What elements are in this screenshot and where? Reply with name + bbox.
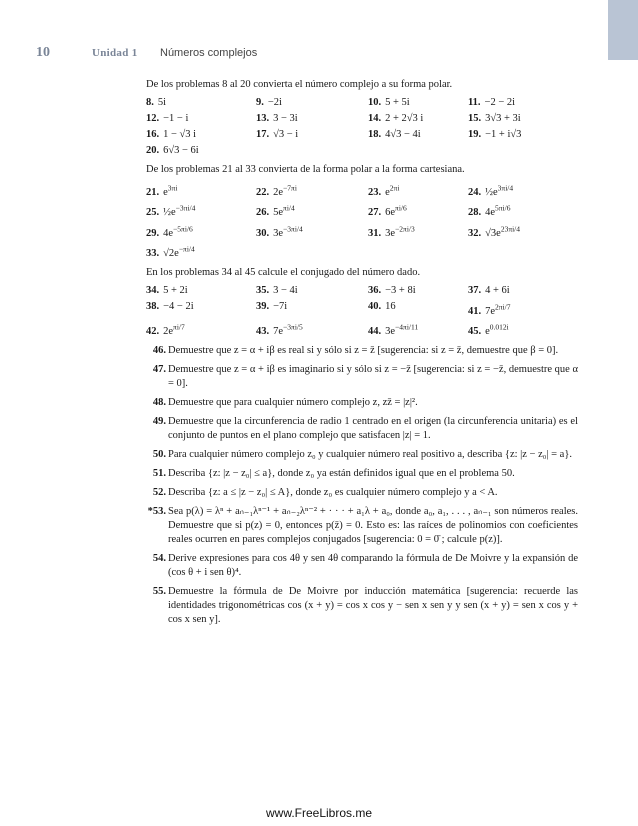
exercise-item — [368, 96, 468, 110]
exercise-item — [368, 222, 468, 241]
exercise-number: 17. — [256, 129, 270, 140]
exercise-expression: 6√3 − 6i — [163, 145, 199, 156]
exercise-expression: $2e^{-7\pi i}$ — [273, 183, 297, 198]
exercise-item — [256, 128, 368, 142]
exercise-expression: −7i — [273, 301, 288, 312]
exercise-expression: $7e^{2\pi i/7}$ — [485, 302, 511, 317]
exercise-item — [468, 321, 578, 340]
exercise-number: 41. — [468, 305, 482, 317]
problem-number: 55. — [152, 586, 166, 597]
exercise-expression: $3e^{-3\pi i/4}$ — [273, 224, 303, 239]
exercise-item — [468, 300, 578, 319]
exercise-number: 25. — [146, 207, 160, 218]
section3-intro: En los problemas 34 al 45 calcule el conjugado del número dado. — [146, 267, 421, 278]
exercise-item — [146, 144, 256, 158]
exercise-expression: −4 − 2i — [163, 301, 194, 312]
exercise-number: 14. — [368, 113, 382, 124]
exercise-expression: 1 − √3 i — [163, 129, 197, 140]
footer-url: www.FreeLibros.me — [265, 806, 373, 820]
exercise-number: 21. — [146, 186, 160, 198]
exercise-number: 16. — [146, 129, 160, 140]
exercise-item — [146, 321, 256, 340]
exercise-item — [256, 96, 368, 110]
exercise-item — [368, 181, 468, 200]
exercise-expression: 5 + 5i — [385, 97, 410, 108]
problem-number: 50. — [152, 449, 166, 460]
problem-item — [146, 486, 578, 500]
exercise-item — [146, 128, 256, 142]
exercise-number: 8. — [146, 97, 154, 108]
exercise-item — [146, 222, 256, 241]
exercise-number: 45. — [468, 326, 482, 337]
exercise-expression: $6e^{\pi i/6}$ — [385, 203, 407, 218]
exercise-number: 22. — [256, 186, 270, 198]
exercise-number: 11. — [468, 97, 481, 108]
section3-grid — [146, 284, 578, 339]
unit-label: Unidad 1 — [92, 47, 138, 59]
exercise-item — [368, 284, 468, 298]
exercise-item — [256, 300, 368, 319]
exercise-item — [146, 300, 256, 319]
problem-number: 52. — [152, 487, 166, 498]
exercise-number: 19. — [468, 129, 482, 140]
exercise-number: 18. — [368, 129, 382, 140]
exercise-number: 42. — [146, 326, 160, 337]
problem-item — [146, 415, 578, 443]
exercise-item — [256, 181, 368, 200]
exercise-item — [468, 96, 578, 110]
section1-intro: De los problemas 8 al 20 convierta el número complejo a su forma polar. — [146, 79, 453, 90]
exercise-number: 13. — [256, 113, 270, 124]
exercise-item — [256, 112, 368, 126]
exercise-number: 9. — [256, 97, 264, 108]
exercise-expression: $4e^{5\pi i/6}$ — [485, 203, 511, 218]
problem-text: Derive expresiones para cos 4θ y sen 4θ comparando la fórmula de De Moivre y la expansión de (cos θ + i sen θ)⁴. — [168, 553, 578, 578]
problem-number: *53. — [147, 506, 166, 517]
problem-text: Sea p(λ) = λⁿ + aₙ₋₁λⁿ⁻¹ + aₙ₋₂λⁿ⁻² + · · · + a₁λ + a₀, donde a₀, a₁, . . . , aₙ₋₁ son números reales. Demuestre que si p(z) = 0, entonces p(z̄) = 0. Esto es: las raíces de polinomios con coeficientes reales ocurren en pares complejos conjugados [sugerencia: 0 = 0̄ ; calcule p(z)]. — [168, 506, 578, 545]
exercise-item — [368, 112, 468, 126]
exercise-number: 39. — [256, 301, 270, 312]
exercise-expression: −2i — [267, 97, 282, 108]
exercise-number: 30. — [256, 227, 270, 239]
exercise-item — [146, 243, 256, 262]
section2-grid — [146, 181, 578, 261]
exercise-expression: $2e^{\pi i/7}$ — [163, 322, 185, 337]
problem-text: Demuestre la fórmula de De Moivre por inducción matemática [sugerencia: recuerde las identidades trigonométricas cos (x + y) = cos x cos y − sen x sen y y sen (x + y) = sen x cos y + cos x sen y]. — [168, 586, 578, 625]
exercise-expression: $5e^{\pi i/4}$ — [273, 203, 295, 218]
problem-item — [146, 448, 578, 462]
problem-text: Demuestre que z = α + iβ es imaginario si y sólo si z = −z̄ [sugerencia: si z = −z̄, demuestre que α = 0]. — [168, 364, 578, 389]
exercise-item — [368, 128, 468, 142]
problem-item — [146, 585, 578, 627]
exercise-item — [146, 96, 256, 110]
exercise-number: 40. — [368, 301, 382, 312]
exercise-number: 44. — [368, 326, 382, 337]
exercise-expression: $e^{2\pi i}$ — [385, 183, 400, 198]
exercise-number: 15. — [468, 113, 482, 124]
problem-number: 48. — [152, 397, 166, 408]
exercise-expression: $\frac{1}{2}e^{-3\pi i/4}$ — [163, 203, 196, 218]
exercise-expression: 3 − 4i — [273, 285, 298, 296]
exercise-item — [468, 284, 578, 298]
exercise-number: 32. — [468, 227, 482, 239]
exercise-expression: $e^{0.012i}$ — [485, 322, 509, 337]
page-number: 10 — [36, 45, 50, 60]
exercise-expression: $3e^{-2\pi i/3}$ — [385, 224, 415, 239]
exercise-item — [256, 222, 368, 241]
problem-text: Demuestre que z = α + iβ es real si y sólo si z = z̄ [sugerencia: si z = z̄, demuestre que β = 0]. — [168, 345, 559, 356]
empty-cell — [368, 144, 468, 158]
exercise-number: 10. — [368, 97, 382, 108]
exercise-expression: $\frac{1}{2}e^{3\pi i/4}$ — [485, 183, 514, 198]
exercise-number: 38. — [146, 301, 160, 312]
problem-item — [146, 467, 578, 481]
exercise-number: 43. — [256, 326, 270, 337]
problem-number: 51. — [152, 468, 166, 479]
exercise-item — [146, 181, 256, 200]
exercise-expression: $√3e^{23\pi i/4}$ — [485, 224, 521, 239]
problem-text: Describa {z: |z − z₀| ≤ a}, donde z₀ ya están definidos igual que en el problema 50. — [168, 468, 515, 479]
exercise-expression: 16 — [385, 301, 396, 312]
exercise-item — [468, 128, 578, 142]
problem-text: Demuestre que la circunferencia de radio 1 centrado en el origen (la circunferencia unitaria) es el conjunto de puntos en el plano complejo que satisfacen |z| = 1. — [168, 416, 578, 441]
exercise-expression: 5 + 2i — [163, 285, 188, 296]
problem-text: Demuestre que para cualquier número complejo z, zz̄ = |z|². — [168, 397, 418, 408]
section1-grid — [146, 96, 578, 158]
exercise-number: 26. — [256, 207, 270, 218]
exercise-item — [146, 284, 256, 298]
exercise-expression: 3 − 3i — [273, 113, 298, 124]
exercise-item — [256, 321, 368, 340]
exercise-number: 24. — [468, 186, 482, 198]
section2-intro: De los problemas 21 al 33 convierta de la forma polar a la forma cartesiana. — [146, 164, 465, 175]
exercise-expression: 4 + 6i — [485, 285, 510, 296]
exercise-number: 31. — [368, 227, 382, 239]
problem-number: 49. — [152, 416, 166, 427]
exercise-content — [146, 78, 578, 632]
exercise-number: 20. — [146, 145, 160, 156]
page-edge-tab — [608, 0, 638, 60]
exercise-item — [468, 181, 578, 200]
empty-cell — [468, 144, 578, 158]
problem-number: 54. — [152, 553, 166, 564]
exercise-expression: √3 − i — [273, 129, 299, 140]
problem-number: 47. — [152, 364, 166, 375]
exercise-item — [146, 112, 256, 126]
exercise-item — [468, 202, 578, 221]
problem-item — [146, 396, 578, 410]
exercise-expression: $7e^{-3\pi i/5}$ — [273, 322, 303, 337]
problem-item — [146, 552, 578, 580]
exercise-number: 27. — [368, 207, 382, 218]
empty-cell — [256, 243, 368, 262]
problem-item — [146, 363, 578, 391]
exercise-item — [368, 300, 468, 319]
exercise-number: 35. — [256, 285, 270, 296]
exercise-expression: 3√3 + 3i — [485, 113, 521, 124]
exercise-expression: −1 − i — [163, 113, 189, 124]
problem-number: 46. — [152, 345, 166, 356]
exercise-item — [256, 202, 368, 221]
problem-text: Para cualquier número complejo z₀ y cualquier número real positivo a, describa {z: |z − z₀| = a}. — [168, 449, 573, 460]
exercise-item — [146, 202, 256, 221]
empty-cell — [256, 144, 368, 158]
exercise-expression: 2 + 2√3 i — [385, 113, 424, 124]
exercise-expression: $4e^{-5\pi i/6}$ — [163, 224, 193, 239]
problem-item — [146, 344, 578, 358]
exercise-expression: −2 − 2i — [484, 97, 516, 108]
exercise-number: 29. — [146, 227, 160, 239]
exercise-number: 12. — [146, 113, 160, 124]
exercise-expression: $3e^{-4\pi i/11}$ — [385, 322, 419, 337]
page-header — [0, 44, 600, 64]
problem-list — [146, 344, 578, 627]
exercise-item — [468, 222, 578, 241]
exercise-expression: $e^{3\pi i}$ — [163, 183, 178, 198]
problem-item — [146, 505, 578, 547]
exercise-item — [368, 321, 468, 340]
empty-cell — [468, 243, 578, 262]
exercise-expression: $√2e^{-\pi i/4}$ — [163, 244, 195, 259]
exercise-item — [256, 284, 368, 298]
exercise-number: 28. — [468, 207, 482, 218]
exercise-expression: 5i — [157, 97, 167, 108]
exercise-item — [368, 202, 468, 221]
exercise-number: 37. — [468, 285, 482, 296]
chapter-title: Números complejos — [160, 47, 258, 59]
exercise-expression: −1 + i√3 — [485, 129, 522, 140]
exercise-expression: 4√3 − 4i — [385, 129, 421, 140]
exercise-number: 33. — [146, 248, 160, 259]
empty-cell — [368, 243, 468, 262]
problem-text: Describa {z: a ≤ |z − z₀| ≤ A}, donde z₀ es cualquier número complejo y a < A. — [168, 487, 498, 498]
exercise-number: 23. — [368, 186, 382, 198]
exercise-item — [468, 112, 578, 126]
exercise-expression: −3 + 8i — [385, 285, 416, 296]
exercise-number: 34. — [146, 285, 160, 296]
exercise-number: 36. — [368, 285, 382, 296]
